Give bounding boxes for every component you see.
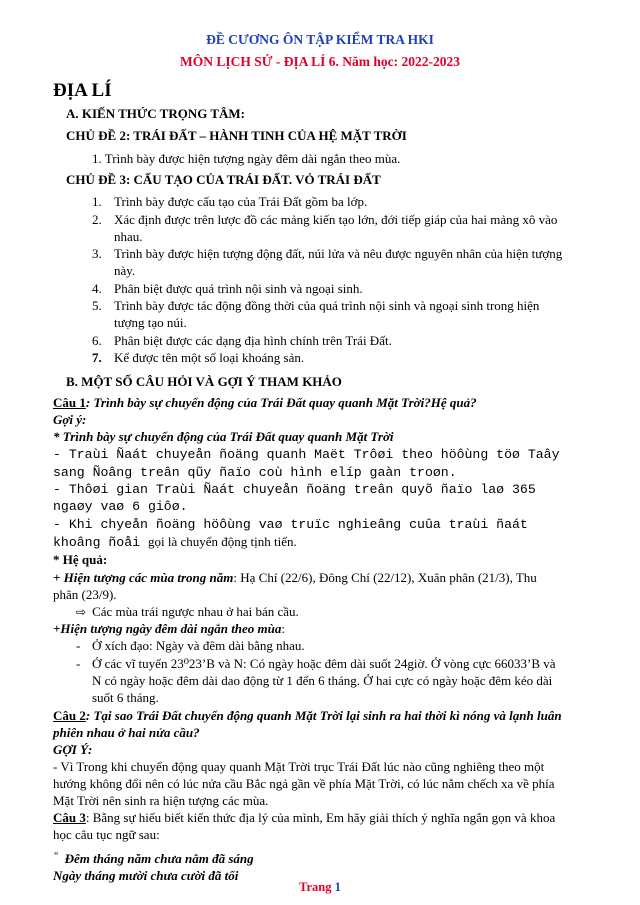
- mono-line: ngaøy vaø 6 giôø.: [53, 499, 188, 514]
- mono-line: - Thôøi gian Traùi Ñaát chuyeån ñoäng treân quyõ ñaïo laø 365: [53, 482, 536, 497]
- list-item-continuation: nhau.: [114, 229, 143, 244]
- daynight-item-continuation: suốt 6 tháng.: [92, 690, 159, 705]
- list-item: 2. Xác định được trên lược đồ các mảng kiến tạo lớn, đới tiếp giáp của hai mảng xô vào: [92, 212, 558, 227]
- document-title: ĐỀ CƯƠNG ÔN TẬP KIỂM TRA HKI: [206, 32, 434, 47]
- mono-line: - Khi chyeån ñoäng höôùng vaø truïc nghieâng cuûa traùi ñaát: [53, 517, 528, 532]
- answer-line: - Vì Trong khi chuyển động quay quanh Mặt Trời trục Trái Đất lúc nào cũng nghiêng theo một: [53, 759, 545, 774]
- daynight-item: Ở các vĩ tuyến 23⁰23’B và N: Có ngày hoặc đêm dài suốt 24giờ. Ở vòng cực 66033’B và: [92, 656, 556, 671]
- list-item: 7. Kể được tên một số loại khoáng sản.: [92, 350, 305, 365]
- list-item-continuation: này.: [114, 263, 136, 278]
- topic-2-heading: CHỦ ĐỀ 2: TRÁI ĐẤT – HÀNH TINH CỦA HỆ MẶT TRỜI: [66, 128, 407, 143]
- question-3: Câu 3: Bằng sự hiểu biết kiến thức địa lý của mình, Em hãy giải thích ý nghĩa ngắn gọn và khoa: [53, 810, 556, 825]
- consequence-heading: * Hệ quả:: [53, 552, 108, 567]
- proverb-line: “ Đêm tháng năm chưa nằm đã sáng: [53, 851, 254, 866]
- list-item-continuation: tượng tạo núi.: [114, 315, 187, 330]
- answer-line: hướng không đổi nên có lúc nửa cầu Bắc ngả gần về phía Mặt Trời, có lúc nằm chếch xa về phía: [53, 776, 555, 791]
- question-2-continuation: phiên nhau ở hai nửa cầu?: [53, 725, 200, 740]
- daynight-heading: +Hiện tượng ngày đêm dài ngắn theo mùa:: [53, 621, 286, 636]
- document-subtitle: MÔN LỊCH SỬ - ĐỊA LÍ 6. Năm học: 2022-2023: [180, 54, 460, 69]
- mono-line-last: khoâng ñoåi gọi là chuyển động tịnh tiến.: [53, 534, 297, 550]
- list-item: 3. Trình bày được hiện tượng động đất, núi lửa và nêu được nguyên nhân của hiện tượng: [92, 246, 563, 261]
- bullet-dash: -: [76, 656, 81, 671]
- question-3-continuation: học câu tục ngữ sau:: [53, 827, 160, 842]
- section-a-heading: A. KIẾN THỨC TRỌNG TÂM:: [66, 106, 246, 121]
- mono-line: - Traùi Ñaát chuyeån ñoäng quanh Maët Trôøi theo höôùng töø Taây: [53, 447, 560, 462]
- answer-line: Mặt Trời nên sinh ra hiện tượng các mùa.: [53, 793, 269, 808]
- list-item: 5. Trình bày được tác động đồng thời của quá trình nội sinh và ngoại sinh trong hiện: [92, 298, 540, 313]
- topic-2-item: 1. Trình bày được hiện tượng ngày đêm dài ngắn theo mùa.: [92, 151, 401, 166]
- daynight-item: Ở xích đạo: Ngày và đêm dài bằng nhau.: [92, 638, 305, 653]
- topic-3-heading: CHỦ ĐỀ 3: CẤU TẠO CỦA TRÁI ĐẤT. VỎ TRÁI ĐẤT: [66, 172, 381, 187]
- seasons-line-continuation: phân (23/9).: [53, 587, 117, 602]
- question-2: Câu 2: Tại sao Trái Đất chuyển động quanh Mặt Trời lại sinh ra hai thời kì nóng và lạnh luân: [53, 708, 562, 723]
- bullet-dash: -: [76, 638, 81, 653]
- subject-heading: ĐỊA LÍ: [53, 80, 112, 101]
- question-1: Câu 1: Trình bày sự chuyển động của Trái Đất quay quanh Mặt Trời?Hệ quả?: [53, 395, 477, 410]
- proverb-line: Ngày tháng mười chưa cười đã tối: [53, 868, 239, 883]
- section-b-heading: B. MỘT SỐ CÂU HỎI VÀ GỢI Ý THAM KHẢO: [66, 374, 342, 389]
- page-footer: Trang 1: [299, 880, 341, 894]
- daynight-item-continuation: N có ngày hoặc đêm dài dao động từ 1 đến 6 tháng. Ở hai cực có ngày hoặc đêm kéo dài: [92, 673, 553, 688]
- question-1-hint: Gợi ý:: [53, 412, 87, 427]
- list-item: 4. Phân biệt được quá trình nội sinh và ngoại sinh.: [92, 281, 363, 296]
- arrow-right-icon: ⇨: [76, 605, 87, 619]
- seasons-note: ⇨ Các mùa trái ngược nhau ở hai bán cầu.: [76, 604, 299, 619]
- list-item: 6. Phân biệt được các dạng địa hình chính trên Trái Đất.: [92, 333, 392, 348]
- question-2-hint: GỢI Ý:: [53, 742, 93, 757]
- question-1-subheading: * Trình bày sự chuyển động của Trái Đất quay quanh Mặt Trời: [53, 429, 394, 444]
- mono-line: sang Ñoâng treân qũy ñaïo coù hình elíp gaàn troøn.: [53, 465, 457, 480]
- seasons-line: + Hiện tượng các mùa trong năm: Hạ Chí (22/6), Đông Chí (22/12), Xuân phân (21/3), Thu: [53, 570, 537, 585]
- list-item: 1. Trình bày được cấu tạo của Trái Đất gồm ba lớp.: [92, 194, 368, 209]
